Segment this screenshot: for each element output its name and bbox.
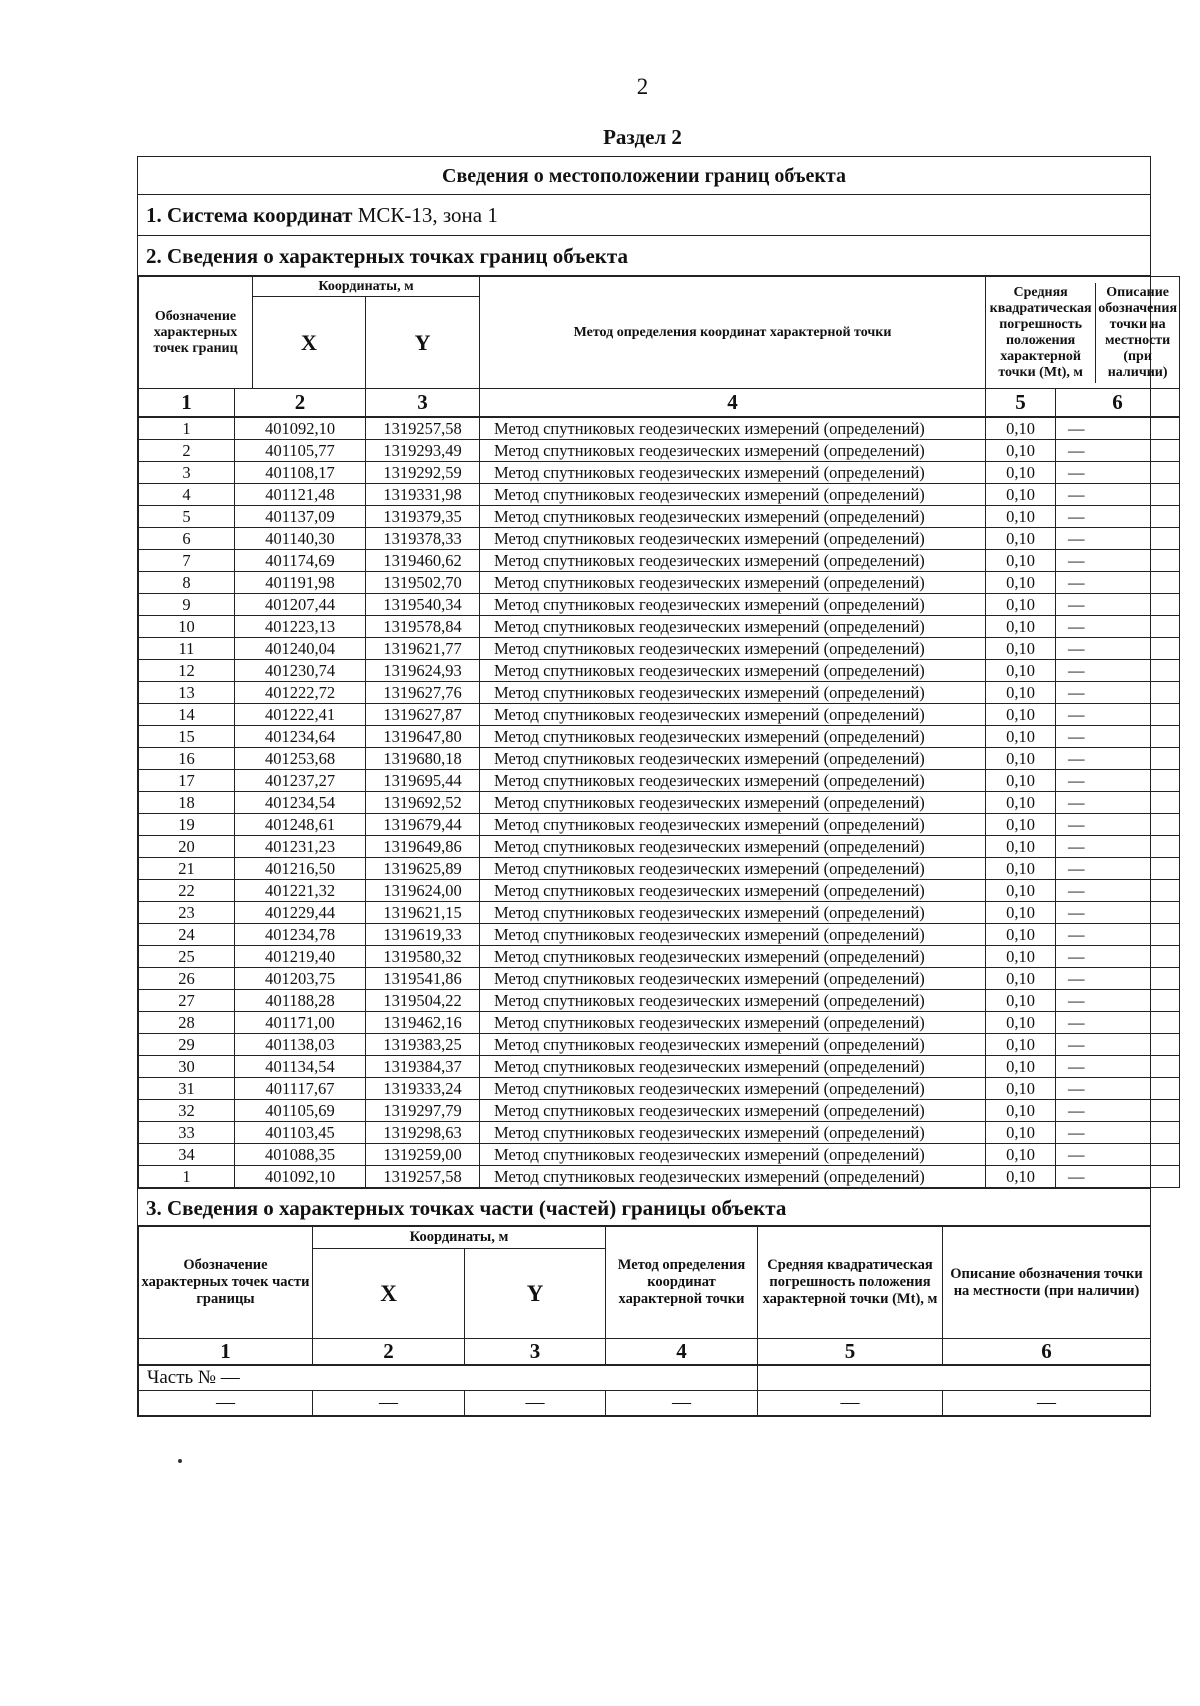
coord-x: 401138,03 xyxy=(235,1034,366,1056)
coord-x: 401237,27 xyxy=(235,770,366,792)
point-number: 4 xyxy=(139,484,235,506)
method: Метод спутниковых геодезических измерений (определений) xyxy=(480,550,986,572)
empty-cell: — xyxy=(465,1391,606,1416)
page-number: 2 xyxy=(636,74,649,99)
method: Метод спутниковых геодезических измерений (определений) xyxy=(480,616,986,638)
point-number: 17 xyxy=(139,770,235,792)
column-number: 2 xyxy=(235,389,366,418)
coord-x: 401191,98 xyxy=(235,572,366,594)
parts-column-number: 3 xyxy=(465,1339,606,1366)
table-row xyxy=(139,506,1180,528)
point-number: 7 xyxy=(139,550,235,572)
description: — xyxy=(1056,748,1180,770)
parts-empty-row xyxy=(139,1391,1151,1416)
coord-y: 1319695,44 xyxy=(366,770,480,792)
boundary-form xyxy=(137,156,1178,1417)
description: — xyxy=(1056,704,1180,726)
error-value: 0,10 xyxy=(986,880,1056,902)
coord-x: 401207,44 xyxy=(235,594,366,616)
error-value: 0,10 xyxy=(986,836,1056,858)
parts-column-number: 1 xyxy=(139,1339,313,1366)
coord-y: 1319292,59 xyxy=(366,462,480,484)
description: — xyxy=(1056,792,1180,814)
point-number: 11 xyxy=(139,638,235,660)
description: — xyxy=(1056,968,1180,990)
column-number: 3 xyxy=(366,389,480,418)
description: — xyxy=(1056,858,1180,880)
coord-x: 401234,64 xyxy=(235,726,366,748)
method: Метод спутниковых геодезических измерений (определений) xyxy=(480,902,986,924)
coord-y: 1319624,00 xyxy=(366,880,480,902)
coord-x: 401231,23 xyxy=(235,836,366,858)
table-row xyxy=(139,902,1180,924)
method: Метод спутниковых геодезических измерений (определений) xyxy=(480,704,986,726)
coord-x: 401240,04 xyxy=(235,638,366,660)
table-row xyxy=(139,484,1180,506)
table-row xyxy=(139,814,1180,836)
coord-y: 1319541,86 xyxy=(366,968,480,990)
error-value: 0,10 xyxy=(986,682,1056,704)
error-value: 0,10 xyxy=(986,792,1056,814)
point-number: 32 xyxy=(139,1100,235,1122)
method: Метод спутниковых геодезических измерений (определений) xyxy=(480,924,986,946)
coord-y: 1319627,87 xyxy=(366,704,480,726)
table-row xyxy=(139,836,1180,858)
table-row xyxy=(139,1122,1180,1144)
method: Метод спутниковых геодезических измерений (определений) xyxy=(480,968,986,990)
description: — xyxy=(1056,946,1180,968)
point-number: 27 xyxy=(139,990,235,1012)
point-number: 2 xyxy=(139,440,235,462)
description: — xyxy=(1056,1034,1180,1056)
table-row xyxy=(139,704,1180,726)
description: — xyxy=(1056,770,1180,792)
table-row xyxy=(139,528,1180,550)
point-number: 6 xyxy=(139,528,235,550)
point-number: 20 xyxy=(139,836,235,858)
parts-header-coords: Координаты, м xyxy=(313,1227,606,1249)
coord-x: 401222,41 xyxy=(235,704,366,726)
method: Метод спутниковых геодезических измерений (определений) xyxy=(480,417,986,440)
parts-header-method: Метод определения координат характерной точки xyxy=(606,1227,758,1339)
method: Метод спутниковых геодезических измерений (определений) xyxy=(480,946,986,968)
table-row xyxy=(139,726,1180,748)
description: — xyxy=(1056,880,1180,902)
description: — xyxy=(1056,1144,1180,1166)
table-row xyxy=(139,1100,1180,1122)
header-method: Метод определения координат характерной точки xyxy=(480,277,986,389)
coord-y: 1319580,32 xyxy=(366,946,480,968)
error-value: 0,10 xyxy=(986,484,1056,506)
point-number: 28 xyxy=(139,1012,235,1034)
error-value: 0,10 xyxy=(986,660,1056,682)
method: Метод спутниковых геодезических измерений (определений) xyxy=(480,792,986,814)
table-row xyxy=(139,792,1180,814)
error-value: 0,10 xyxy=(986,1144,1056,1166)
description: — xyxy=(1056,836,1180,858)
coord-x: 401234,54 xyxy=(235,792,366,814)
coord-x: 401188,28 xyxy=(235,990,366,1012)
error-value: 0,10 xyxy=(986,814,1056,836)
method: Метод спутниковых геодезических измерений (определений) xyxy=(480,770,986,792)
table-row xyxy=(139,1144,1180,1166)
coordinate-system xyxy=(138,195,1150,236)
description: — xyxy=(1056,1012,1180,1034)
error-value: 0,10 xyxy=(986,1166,1056,1188)
coord-x: 401103,45 xyxy=(235,1122,366,1144)
method: Метод спутниковых геодезических измерений (определений) xyxy=(480,1122,986,1144)
point-number: 16 xyxy=(139,748,235,770)
coord-y: 1319627,76 xyxy=(366,682,480,704)
coord-y: 1319649,86 xyxy=(366,836,480,858)
coord-y: 1319257,58 xyxy=(366,1166,480,1188)
coord-y: 1319293,49 xyxy=(366,440,480,462)
description: — xyxy=(1056,1056,1180,1078)
coord-y: 1319621,15 xyxy=(366,902,480,924)
coord-y: 1319331,98 xyxy=(366,484,480,506)
method: Метод спутниковых геодезических измерений (определений) xyxy=(480,748,986,770)
method: Метод спутниковых геодезических измерений (определений) xyxy=(480,462,986,484)
point-number: 13 xyxy=(139,682,235,704)
table-row xyxy=(139,594,1180,616)
point-number: 34 xyxy=(139,1144,235,1166)
error-value: 0,10 xyxy=(986,1012,1056,1034)
coord-x: 401092,10 xyxy=(235,417,366,440)
column-numbers xyxy=(139,389,1180,418)
method: Метод спутниковых геодезических измерений (определений) xyxy=(480,660,986,682)
description: — xyxy=(1056,924,1180,946)
method: Метод спутниковых геодезических измерений (определений) xyxy=(480,484,986,506)
method: Метод спутниковых геодезических измерений (определений) xyxy=(480,1166,986,1188)
table-row xyxy=(139,550,1180,572)
coord-y: 1319621,77 xyxy=(366,638,480,660)
point-number: 19 xyxy=(139,814,235,836)
error-value: 0,10 xyxy=(986,1100,1056,1122)
table-row xyxy=(139,858,1180,880)
coord-x: 401088,35 xyxy=(235,1144,366,1166)
section-label: Раздел 2 xyxy=(603,125,682,149)
parts-column-number: 2 xyxy=(313,1339,465,1366)
coord-y: 1319680,18 xyxy=(366,748,480,770)
point-number: 33 xyxy=(139,1122,235,1144)
point-number: 1 xyxy=(139,1166,235,1188)
error-value: 0,10 xyxy=(986,946,1056,968)
points-table-body xyxy=(139,417,1180,1188)
column-number: 5 xyxy=(986,389,1056,418)
description: — xyxy=(1056,417,1180,440)
point-number: 26 xyxy=(139,968,235,990)
method: Метод спутниковых геодезических измерений (определений) xyxy=(480,1100,986,1122)
coord-y: 1319504,22 xyxy=(366,990,480,1012)
error-value: 0,10 xyxy=(986,968,1056,990)
error-value: 0,10 xyxy=(986,1056,1056,1078)
table-row xyxy=(139,1056,1180,1078)
part-label-blank xyxy=(758,1365,1151,1391)
coord-y: 1319679,44 xyxy=(366,814,480,836)
description: — xyxy=(1056,594,1180,616)
part-label: Часть № — xyxy=(139,1365,758,1391)
error-value: 0,10 xyxy=(986,417,1056,440)
method: Метод спутниковых геодезических измерений (определений) xyxy=(480,990,986,1012)
coord-y: 1319378,33 xyxy=(366,528,480,550)
error-value: 0,10 xyxy=(986,462,1056,484)
coord-y: 1319460,62 xyxy=(366,550,480,572)
section3-heading: 3. Сведения о характерных точках части (частей) границы объекта xyxy=(138,1188,1150,1226)
points-table-header xyxy=(139,277,1180,389)
parts-header-description: Описание обозначения точки на местности (при наличии) xyxy=(943,1227,1151,1339)
description: — xyxy=(1056,990,1180,1012)
stray-dot xyxy=(178,1459,182,1463)
table-row xyxy=(139,968,1180,990)
table-row xyxy=(139,572,1180,594)
point-number: 12 xyxy=(139,660,235,682)
description: — xyxy=(1056,1100,1180,1122)
error-value: 0,10 xyxy=(986,440,1056,462)
table-row xyxy=(139,1012,1180,1034)
coord-x: 401216,50 xyxy=(235,858,366,880)
description: — xyxy=(1056,572,1180,594)
coord-y: 1319298,63 xyxy=(366,1122,480,1144)
table-row xyxy=(139,946,1180,968)
table-row xyxy=(139,440,1180,462)
parts-header-x: X xyxy=(313,1249,465,1339)
section2-heading: 2. Сведения о характерных точках границ объекта xyxy=(138,236,1150,276)
error-value: 0,10 xyxy=(986,748,1056,770)
point-number: 18 xyxy=(139,792,235,814)
error-value: 0,10 xyxy=(986,572,1056,594)
coordinate-system-value: МСК-13, зона 1 xyxy=(357,203,498,227)
point-number: 8 xyxy=(139,572,235,594)
coordinate-system-label: 1. Система координат xyxy=(146,203,353,227)
point-number: 29 xyxy=(139,1034,235,1056)
coord-x: 401219,40 xyxy=(235,946,366,968)
point-number: 24 xyxy=(139,924,235,946)
coord-x: 401222,72 xyxy=(235,682,366,704)
coord-y: 1319384,37 xyxy=(366,1056,480,1078)
point-number: 5 xyxy=(139,506,235,528)
coord-x: 401203,75 xyxy=(235,968,366,990)
description: — xyxy=(1056,440,1180,462)
coord-x: 401117,67 xyxy=(235,1078,366,1100)
parts-header-error: Средняя квадратическая погрешность положения характерной точки (Mt), м xyxy=(758,1227,943,1339)
coord-y: 1319540,34 xyxy=(366,594,480,616)
table-row xyxy=(139,1034,1180,1056)
parts-column-number: 6 xyxy=(943,1339,1151,1366)
error-value: 0,10 xyxy=(986,924,1056,946)
description: — xyxy=(1056,814,1180,836)
point-number: 15 xyxy=(139,726,235,748)
coord-y: 1319692,52 xyxy=(366,792,480,814)
description: — xyxy=(1056,528,1180,550)
method: Метод спутниковых геодезических измерений (определений) xyxy=(480,1144,986,1166)
error-value: 0,10 xyxy=(986,638,1056,660)
method: Метод спутниковых геодезических измерений (определений) xyxy=(480,506,986,528)
header-point: Обозначение характерных точек границ xyxy=(139,277,253,389)
coord-x: 401253,68 xyxy=(235,748,366,770)
table-row xyxy=(139,770,1180,792)
table-row xyxy=(139,990,1180,1012)
coord-y: 1319619,33 xyxy=(366,924,480,946)
column-number: 1 xyxy=(139,389,235,418)
point-number: 23 xyxy=(139,902,235,924)
method: Метод спутниковых геодезических измерений (определений) xyxy=(480,682,986,704)
coord-x: 401121,48 xyxy=(235,484,366,506)
method: Метод спутниковых геодезических измерений (определений) xyxy=(480,814,986,836)
coord-y: 1319502,70 xyxy=(366,572,480,594)
point-number: 21 xyxy=(139,858,235,880)
coord-y: 1319624,93 xyxy=(366,660,480,682)
error-value: 0,10 xyxy=(986,506,1056,528)
coord-x: 401140,30 xyxy=(235,528,366,550)
point-number: 1 xyxy=(139,417,235,440)
table-row xyxy=(139,880,1180,902)
method: Метод спутниковых геодезических измерений (определений) xyxy=(480,440,986,462)
table-row xyxy=(139,1166,1180,1188)
method: Метод спутниковых геодезических измерений (определений) xyxy=(480,858,986,880)
coord-y: 1319257,58 xyxy=(366,417,480,440)
point-number: 10 xyxy=(139,616,235,638)
table-row xyxy=(139,660,1180,682)
header-coords: Координаты, м xyxy=(253,277,480,297)
table-row xyxy=(139,417,1180,440)
coord-x: 401092,10 xyxy=(235,1166,366,1188)
description: — xyxy=(1056,484,1180,506)
coord-x: 401230,74 xyxy=(235,660,366,682)
error-value: 0,10 xyxy=(986,990,1056,1012)
coord-y: 1319259,00 xyxy=(366,1144,480,1166)
error-value: 0,10 xyxy=(986,594,1056,616)
points-table xyxy=(138,276,1180,1188)
header-description: Описание обозначения точки на местности (при наличии) xyxy=(1098,284,1178,380)
coord-x: 401248,61 xyxy=(235,814,366,836)
parts-table xyxy=(138,1226,1151,1416)
coord-x: 401229,44 xyxy=(235,902,366,924)
coord-y: 1319625,89 xyxy=(366,858,480,880)
method: Метод спутниковых геодезических измерений (определений) xyxy=(480,528,986,550)
coord-x: 401105,69 xyxy=(235,1100,366,1122)
description: — xyxy=(1056,726,1180,748)
coord-y: 1319578,84 xyxy=(366,616,480,638)
coord-x: 401221,32 xyxy=(235,880,366,902)
header-error: Средняя квадратическая погрешность положения характерной точки (Mt), м xyxy=(986,283,1096,383)
parts-column-number: 5 xyxy=(758,1339,943,1366)
coord-x: 401105,77 xyxy=(235,440,366,462)
description: — xyxy=(1056,682,1180,704)
method: Метод спутниковых геодезических измерений (определений) xyxy=(480,638,986,660)
table-row xyxy=(139,748,1180,770)
error-value: 0,10 xyxy=(986,858,1056,880)
parts-header-y: Y xyxy=(465,1249,606,1339)
error-value: 0,10 xyxy=(986,528,1056,550)
point-number: 3 xyxy=(139,462,235,484)
description: — xyxy=(1056,616,1180,638)
point-number: 9 xyxy=(139,594,235,616)
column-number: 6 xyxy=(1056,389,1180,418)
table-row xyxy=(139,924,1180,946)
coord-y: 1319647,80 xyxy=(366,726,480,748)
error-value: 0,10 xyxy=(986,704,1056,726)
table-row xyxy=(139,638,1180,660)
empty-cell: — xyxy=(943,1391,1151,1416)
error-value: 0,10 xyxy=(986,726,1056,748)
error-value: 0,10 xyxy=(986,550,1056,572)
error-value: 0,10 xyxy=(986,1034,1056,1056)
error-value: 0,10 xyxy=(986,1122,1056,1144)
error-value: 0,10 xyxy=(986,1078,1056,1100)
description: — xyxy=(1056,1078,1180,1100)
description: — xyxy=(1056,638,1180,660)
coord-y: 1319297,79 xyxy=(366,1100,480,1122)
coord-y: 1319462,16 xyxy=(366,1012,480,1034)
empty-cell: — xyxy=(313,1391,465,1416)
method: Метод спутниковых геодезических измерений (определений) xyxy=(480,880,986,902)
parts-header-point: Обозначение характерных точек части границы xyxy=(139,1227,313,1339)
description: — xyxy=(1056,1122,1180,1144)
coord-y: 1319379,35 xyxy=(366,506,480,528)
method: Метод спутниковых геодезических измерений (определений) xyxy=(480,1012,986,1034)
empty-cell: — xyxy=(139,1391,313,1416)
coord-y: 1319333,24 xyxy=(366,1078,480,1100)
table-row xyxy=(139,1078,1180,1100)
table-row xyxy=(139,462,1180,484)
point-number: 31 xyxy=(139,1078,235,1100)
coord-y: 1319383,25 xyxy=(366,1034,480,1056)
header-error-desc xyxy=(986,277,1180,389)
point-number: 14 xyxy=(139,704,235,726)
description: — xyxy=(1056,902,1180,924)
method: Метод спутниковых геодезических измерений (определений) xyxy=(480,1034,986,1056)
coord-x: 401137,09 xyxy=(235,506,366,528)
method: Метод спутниковых геодезических измерений (определений) xyxy=(480,726,986,748)
error-value: 0,10 xyxy=(986,616,1056,638)
coord-x: 401108,17 xyxy=(235,462,366,484)
method: Метод спутниковых геодезических измерений (определений) xyxy=(480,1056,986,1078)
header-y: Y xyxy=(366,297,480,389)
point-number: 22 xyxy=(139,880,235,902)
coord-x: 401171,00 xyxy=(235,1012,366,1034)
coord-x: 401223,13 xyxy=(235,616,366,638)
empty-cell: — xyxy=(606,1391,758,1416)
description: — xyxy=(1056,660,1180,682)
description: — xyxy=(1056,506,1180,528)
coord-x: 401134,54 xyxy=(235,1056,366,1078)
description: — xyxy=(1056,1166,1180,1188)
form-title: Сведения о местоположении границ объекта xyxy=(138,157,1150,195)
table-row xyxy=(139,616,1180,638)
header-x: X xyxy=(253,297,366,389)
description: — xyxy=(1056,462,1180,484)
coord-x: 401234,78 xyxy=(235,924,366,946)
method: Метод спутниковых геодезических измерений (определений) xyxy=(480,572,986,594)
parts-column-number: 4 xyxy=(606,1339,758,1366)
error-value: 0,10 xyxy=(986,770,1056,792)
method: Метод спутниковых геодезических измерений (определений) xyxy=(480,1078,986,1100)
table-row xyxy=(139,682,1180,704)
point-number: 25 xyxy=(139,946,235,968)
empty-cell: — xyxy=(758,1391,943,1416)
column-number: 4 xyxy=(480,389,986,418)
description: — xyxy=(1056,550,1180,572)
point-number: 30 xyxy=(139,1056,235,1078)
coord-x: 401174,69 xyxy=(235,550,366,572)
method: Метод спутниковых геодезических измерений (определений) xyxy=(480,594,986,616)
error-value: 0,10 xyxy=(986,902,1056,924)
method: Метод спутниковых геодезических измерений (определений) xyxy=(480,836,986,858)
